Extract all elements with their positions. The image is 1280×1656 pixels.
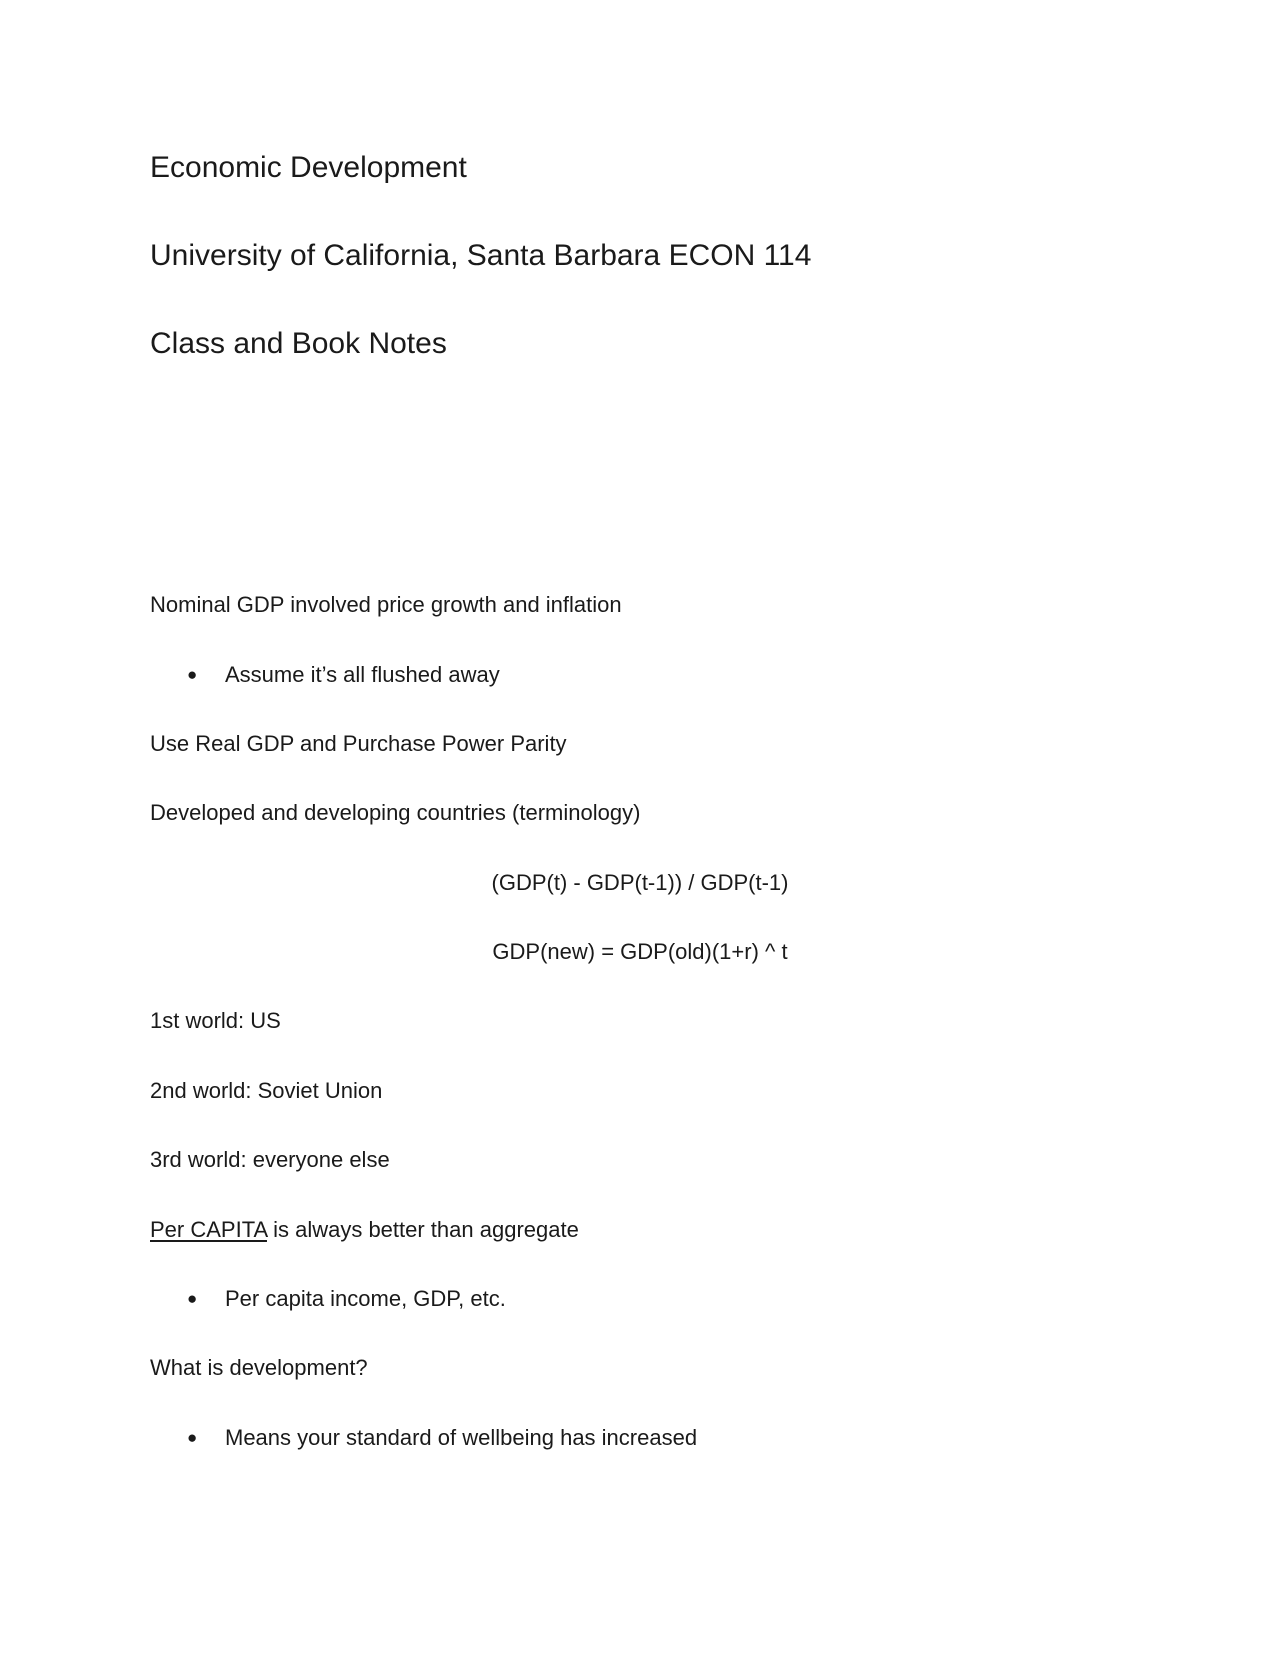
note-real-gdp: Use Real GDP and Purchase Power Parity: [150, 731, 567, 756]
list-item-text: Per capita income, GDP, etc.: [225, 1286, 506, 1311]
list-item-text: Assume it’s all flushed away: [225, 662, 500, 687]
formula-compound-growth: GDP(new) = GDP(old)(1+r) ^ t: [492, 939, 788, 964]
list-item: [187, 661, 500, 689]
note-what-is-development: What is development?: [150, 1355, 368, 1380]
note-third-world: 3rd world: everyone else: [150, 1147, 390, 1172]
list-item-text: Means your standard of wellbeing has increased: [225, 1425, 698, 1450]
per-capita-underlined: Per CAPITA: [150, 1217, 267, 1242]
list-item: [187, 1285, 506, 1313]
bullet-icon: ●: [187, 665, 198, 684]
notes-heading: Class and Book Notes: [150, 327, 447, 360]
bullet-icon: ●: [187, 1289, 198, 1308]
note-second-world: 2nd world: Soviet Union: [150, 1078, 383, 1103]
bullet-icon: ●: [187, 1428, 198, 1447]
note-first-world: 1st world: US: [150, 1008, 281, 1033]
note-nominal-gdp: Nominal GDP involved price growth and inflation: [150, 592, 622, 617]
document-title: Economic Development: [150, 151, 467, 184]
formula-growth-rate: (GDP(t) - GDP(t-1)) / GDP(t-1): [491, 870, 789, 895]
note-per-capita: [150, 1216, 579, 1244]
note-developed: Developed and developing countries (terminology): [150, 800, 641, 825]
list-item: [187, 1424, 697, 1452]
per-capita-rest: is always better than aggregate: [266, 1217, 579, 1242]
course-heading: University of California, Santa Barbara ECON 114: [150, 239, 812, 272]
